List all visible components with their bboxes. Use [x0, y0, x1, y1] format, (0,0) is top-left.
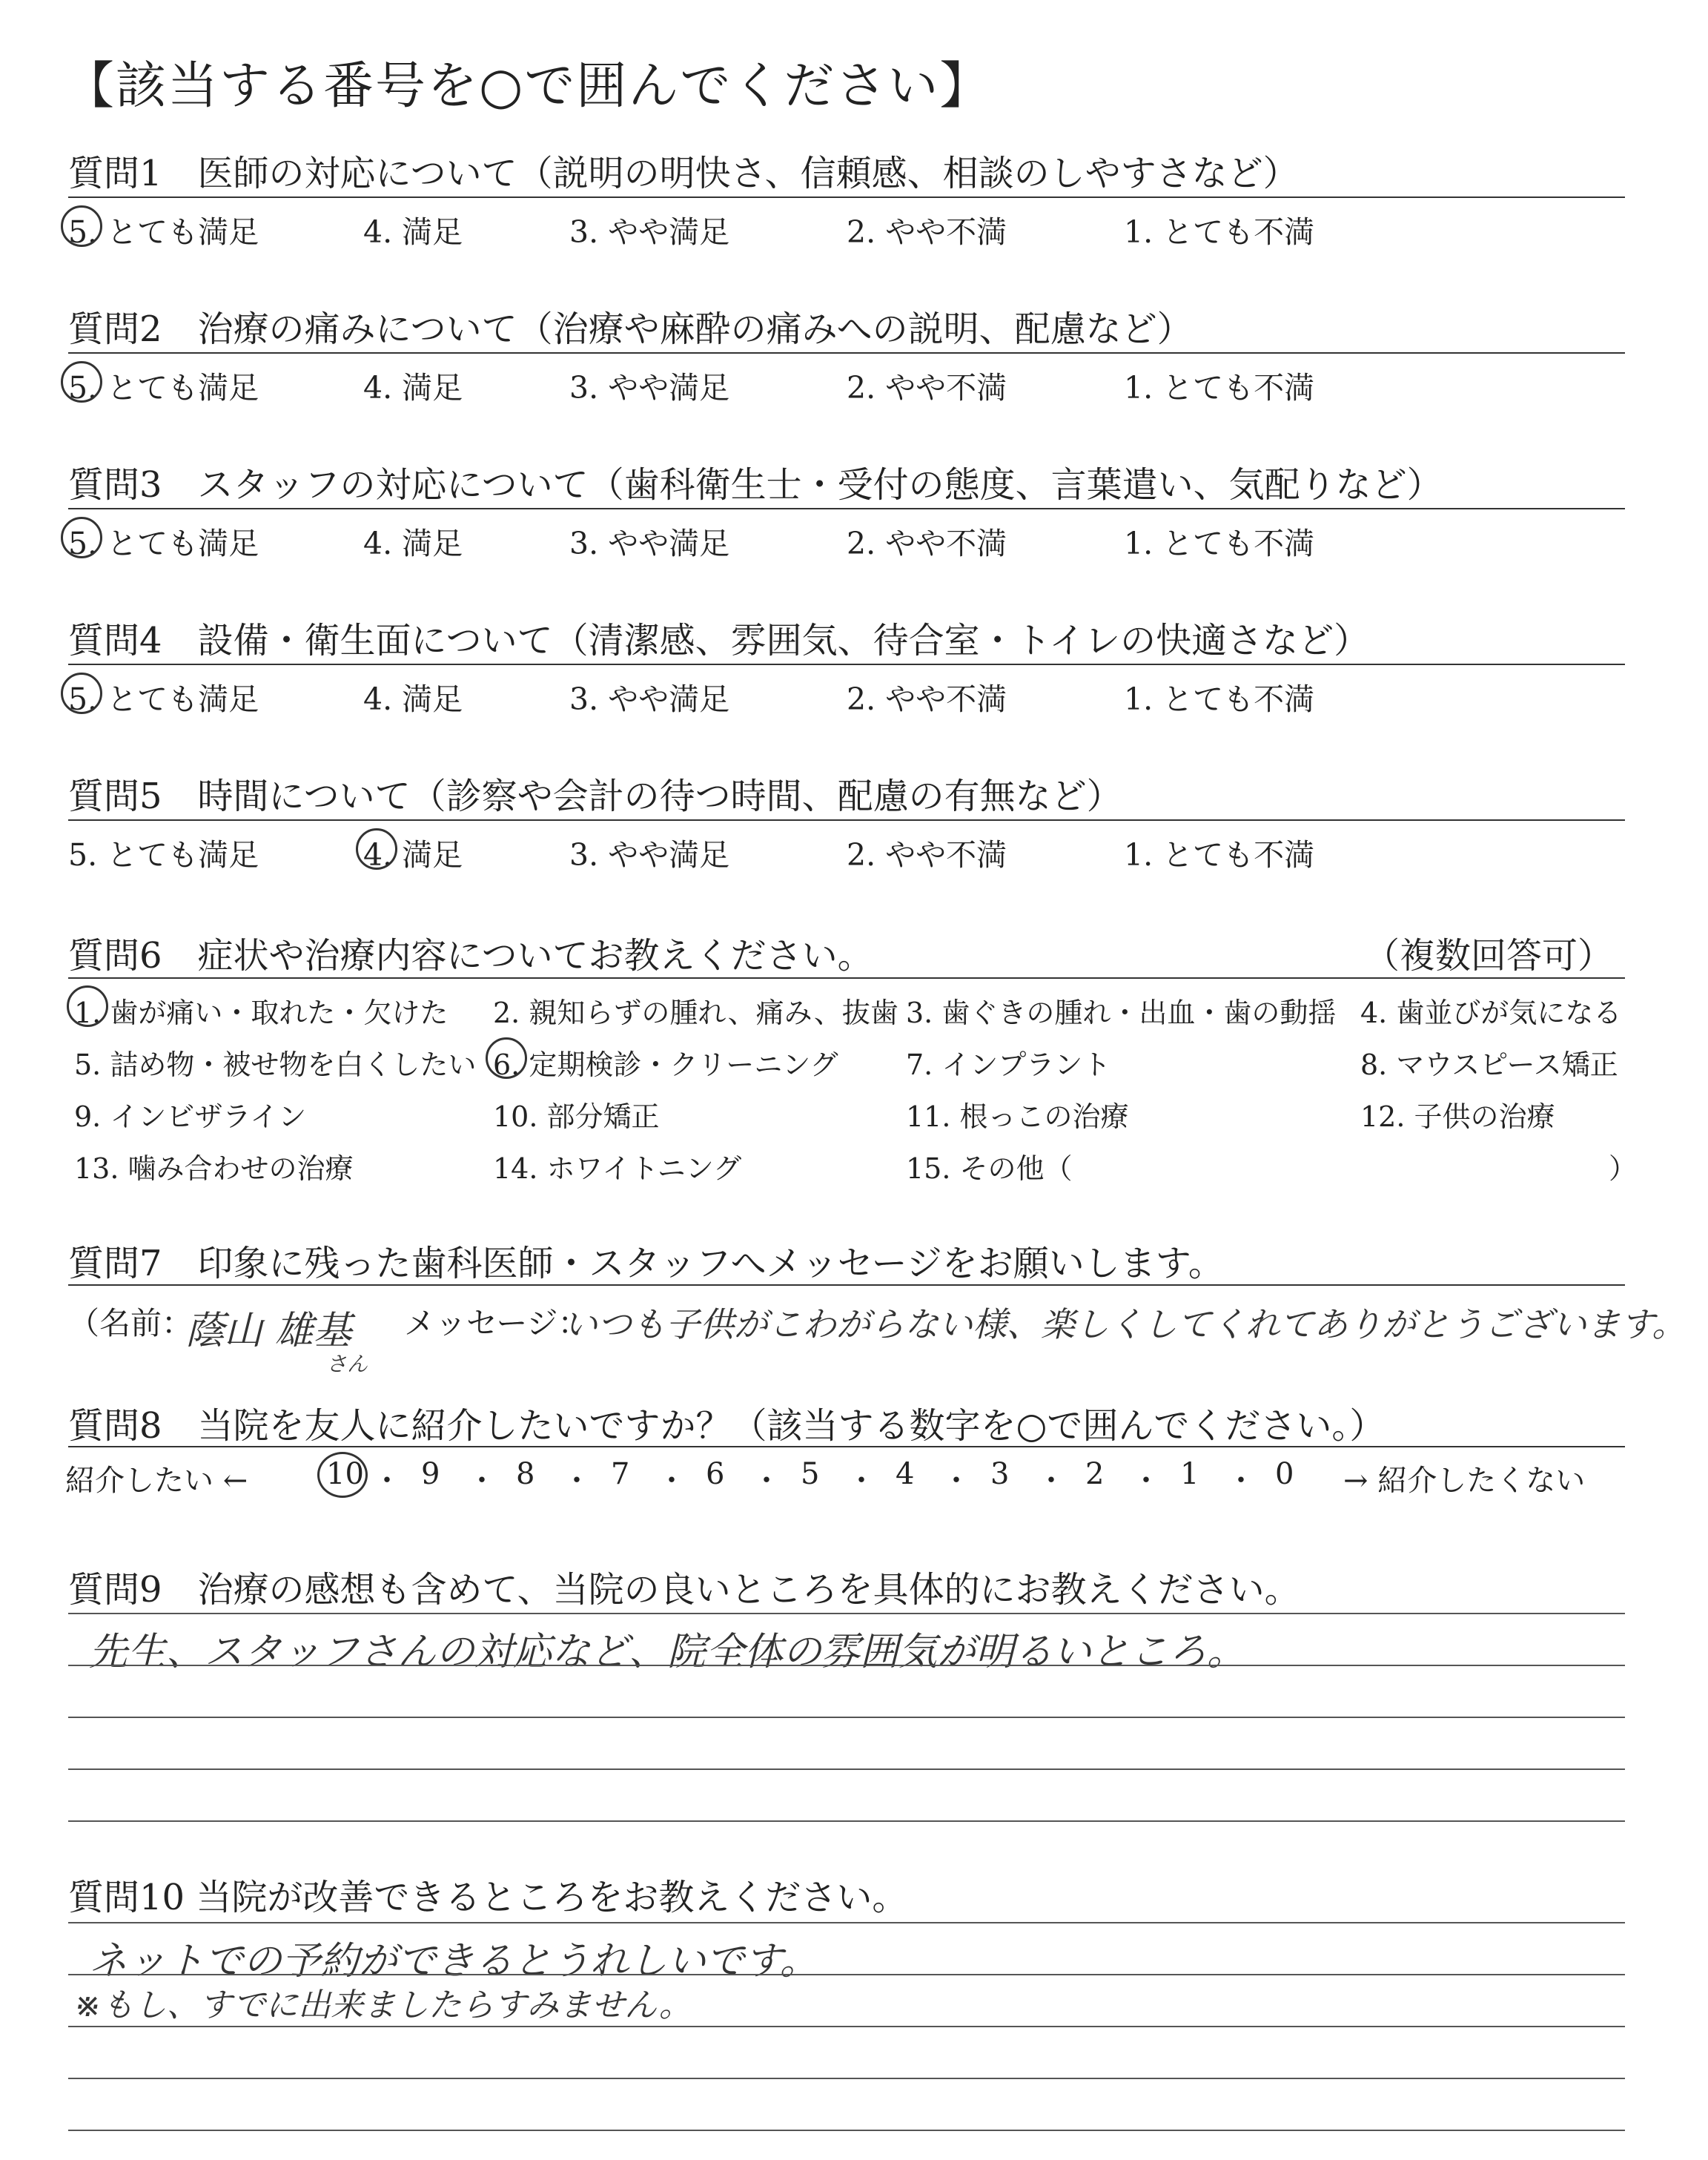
- q5-label: 質問5 時間について（診察や会計の待つ時間、配慮の有無など）: [68, 776, 1122, 817]
- q4-option-2[interactable]: 2. やや不満: [847, 681, 1007, 717]
- q5-option-2[interactable]: 2. やや不満: [847, 837, 1007, 873]
- q2-selection-circle: [61, 361, 102, 403]
- q3-option-2[interactable]: 2. やや不満: [847, 526, 1007, 561]
- q1-selection-circle: [61, 205, 102, 247]
- q6-option-6[interactable]: 6. 定期検診・クリーニング: [493, 1048, 838, 1081]
- q6-option-9[interactable]: 9. インビザライン: [74, 1100, 307, 1133]
- q9-line-2: [68, 1665, 1625, 1666]
- q6-selection-circle: [486, 1037, 527, 1079]
- q9-line-4: [68, 1768, 1625, 1770]
- q6-note: （複数回答可）: [1364, 935, 1614, 977]
- q10-answer-line1: ネットでの予約ができるとうれしいです。: [89, 1939, 818, 1984]
- q10-line-1: [68, 1922, 1625, 1923]
- q6-option-3[interactable]: 3. 歯ぐきの腫れ・出血・歯の動揺: [906, 997, 1337, 1029]
- q6-option-13[interactable]: 13. 噛み合わせの治療: [74, 1152, 354, 1185]
- q8-separator: ・: [657, 1464, 686, 1498]
- q3-selection-circle: [61, 517, 102, 558]
- q4-label: 質問4 設備・衛生面について（清潔感、雰囲気、待合室・トイレの快適さなど）: [68, 620, 1370, 661]
- q8-right-label: → 紹介したくない: [1343, 1464, 1586, 1498]
- q4-selection-circle: [61, 673, 102, 714]
- q5-option-5[interactable]: 5. とても満足: [68, 837, 259, 873]
- q8-separator: ・: [467, 1464, 497, 1498]
- q8-score-6[interactable]: 6: [706, 1457, 725, 1491]
- q6-option-2[interactable]: 2. 親知らずの腫れ、痛み、抜歯: [493, 997, 898, 1029]
- q7-message-label: メッセージ：: [404, 1305, 589, 1341]
- q9-line-1: [68, 1613, 1625, 1614]
- q5-option-1[interactable]: 1. とても不満: [1124, 837, 1315, 873]
- q2-option-2[interactable]: 2. やや不満: [847, 370, 1007, 406]
- q10-line-3: [68, 2026, 1625, 2027]
- q6-option-11[interactable]: 11. 根っこの治療: [906, 1100, 1129, 1133]
- q2-option-5[interactable]: 5. とても満足: [68, 370, 259, 406]
- q2-option-1[interactable]: 1. とても不満: [1124, 370, 1315, 406]
- q8-separator: ・: [941, 1464, 971, 1498]
- q8-score-3[interactable]: 3: [990, 1457, 1010, 1491]
- q3-rule: [68, 508, 1625, 509]
- q9-label: 質問9 治療の感想も含めて、当院の良いところを具体的にお教えください。: [68, 1569, 1300, 1611]
- q5-rule: [68, 819, 1625, 821]
- q1-option-1[interactable]: 1. とても不満: [1124, 214, 1315, 250]
- q1-option-2[interactable]: 2. やや不満: [847, 214, 1007, 250]
- q8-separator: ・: [372, 1464, 402, 1498]
- q3-option-3[interactable]: 3. やや満足: [569, 526, 730, 561]
- q10-line-4: [68, 2078, 1625, 2079]
- q8-rule: [68, 1446, 1625, 1447]
- q10-line-5: [68, 2130, 1625, 2131]
- q2-rule: [68, 352, 1625, 354]
- q6-label: 質問6 症状や治療内容についてお教えください。: [68, 935, 873, 977]
- q4-option-1[interactable]: 1. とても不満: [1124, 681, 1315, 717]
- q6-option-10[interactable]: 10. 部分矯正: [493, 1100, 660, 1133]
- q8-score-10[interactable]: 10: [326, 1457, 364, 1491]
- q4-option-4[interactable]: 4. 満足: [363, 681, 463, 717]
- q4-option-3[interactable]: 3. やや満足: [569, 681, 730, 717]
- q8-selection-circle: [317, 1452, 368, 1498]
- q7-label: 質問7 印象に残った歯科医師・スタッフへメッセージをお願いします。: [68, 1243, 1224, 1284]
- q10-label: 質問10 当院が改善できるところをお教えください。: [68, 1877, 908, 1918]
- q3-option-5[interactable]: 5. とても満足: [68, 526, 259, 561]
- q8-score-1[interactable]: 1: [1180, 1457, 1199, 1491]
- q5-option-3[interactable]: 3. やや満足: [569, 837, 730, 873]
- q7-rule: [68, 1284, 1625, 1286]
- q8-separator: ・: [562, 1464, 592, 1498]
- q8-score-4[interactable]: 4: [896, 1457, 915, 1491]
- q8-score-7[interactable]: 7: [611, 1457, 630, 1491]
- q1-rule: [68, 196, 1625, 198]
- q8-score-8[interactable]: 8: [516, 1457, 535, 1491]
- q9-answer: 先生、スタッフさんの対応など、院全体の雰囲気が明るいところ。: [89, 1630, 1246, 1674]
- q8-score-9[interactable]: 9: [421, 1457, 440, 1491]
- q6-option-12[interactable]: 12. 子供の治療: [1360, 1100, 1555, 1133]
- q8-score-2[interactable]: 2: [1085, 1457, 1105, 1491]
- q5-selection-circle: [356, 828, 397, 870]
- q2-option-4[interactable]: 4. 満足: [363, 370, 463, 406]
- q10-line-2: [68, 1974, 1625, 1975]
- q8-separator: ・: [752, 1464, 781, 1498]
- q8-separator: ・: [1226, 1464, 1256, 1498]
- q6-rule: [68, 977, 1625, 979]
- q8-separator: ・: [847, 1464, 876, 1498]
- q8-score-0[interactable]: 0: [1275, 1457, 1294, 1491]
- q6-option-8[interactable]: 8. マウスピース矯正: [1360, 1048, 1618, 1081]
- q10-answer-line2: ※もし、すでに出来ましたらすみません。: [74, 1986, 692, 2024]
- q6-option-4[interactable]: 4. 歯並びが気になる: [1360, 997, 1622, 1029]
- q4-option-5[interactable]: 5. とても満足: [68, 681, 259, 717]
- q6-option-5[interactable]: 5. 詰め物・被せ物を白くしたい: [74, 1048, 477, 1081]
- q5-option-4[interactable]: 4. 満足: [363, 837, 463, 873]
- q2-option-3[interactable]: 3. やや満足: [569, 370, 730, 406]
- form-title: 【該当する番号を○で囲んでください】: [64, 57, 992, 116]
- q1-option-3[interactable]: 3. やや満足: [569, 214, 730, 250]
- q1-label: 質問1 医師の対応について（説明の明快さ、信頼感、相談のしやすさなど）: [68, 153, 1299, 194]
- q8-separator: ・: [1131, 1464, 1161, 1498]
- q6-option-7[interactable]: 7. インプラント: [906, 1048, 1111, 1081]
- q1-option-4[interactable]: 4. 満足: [363, 214, 463, 250]
- q6-option-1[interactable]: 1. 歯が痛い・取れた・欠けた: [74, 997, 448, 1029]
- q3-option-4[interactable]: 4. 満足: [363, 526, 463, 561]
- q6-option-14[interactable]: 14. ホワイトニング: [493, 1152, 742, 1185]
- q4-rule: [68, 664, 1625, 665]
- q7-name-value: 蔭山 雄基: [185, 1309, 352, 1353]
- q6-other-close: ）: [1609, 1152, 1638, 1185]
- q7-name-suffix: さん: [326, 1352, 368, 1376]
- q6-option-15[interactable]: 15. その他（: [906, 1152, 1073, 1185]
- q9-line-3: [68, 1717, 1625, 1718]
- q3-label: 質問3 スタッフの対応について（歯科衛生士・受付の態度、言葉遣い、気配りなど）: [68, 464, 1443, 506]
- q6-selection-circle: [67, 985, 108, 1027]
- q9-line-5: [68, 1820, 1625, 1822]
- q7-name-label: （名前：: [68, 1305, 193, 1341]
- q1-option-5[interactable]: 5. とても満足: [68, 214, 259, 250]
- q8-label: 質問8 当院を友人に紹介したいですか？（該当する数字を○で囲んでください。）: [68, 1405, 1386, 1447]
- q8-separator: ・: [1036, 1464, 1066, 1498]
- q8-left-label: 紹介したい ←: [65, 1464, 248, 1498]
- q3-option-1[interactable]: 1. とても不満: [1124, 526, 1315, 561]
- q7-message-value: いつも子供がこわがらない様、楽しくしてくれてありがとうございます。: [563, 1304, 1687, 1344]
- q2-label: 質問2 治療の痛みについて（治療や麻酔の痛みへの説明、配慮など）: [68, 308, 1193, 350]
- q8-score-5[interactable]: 5: [801, 1457, 820, 1491]
